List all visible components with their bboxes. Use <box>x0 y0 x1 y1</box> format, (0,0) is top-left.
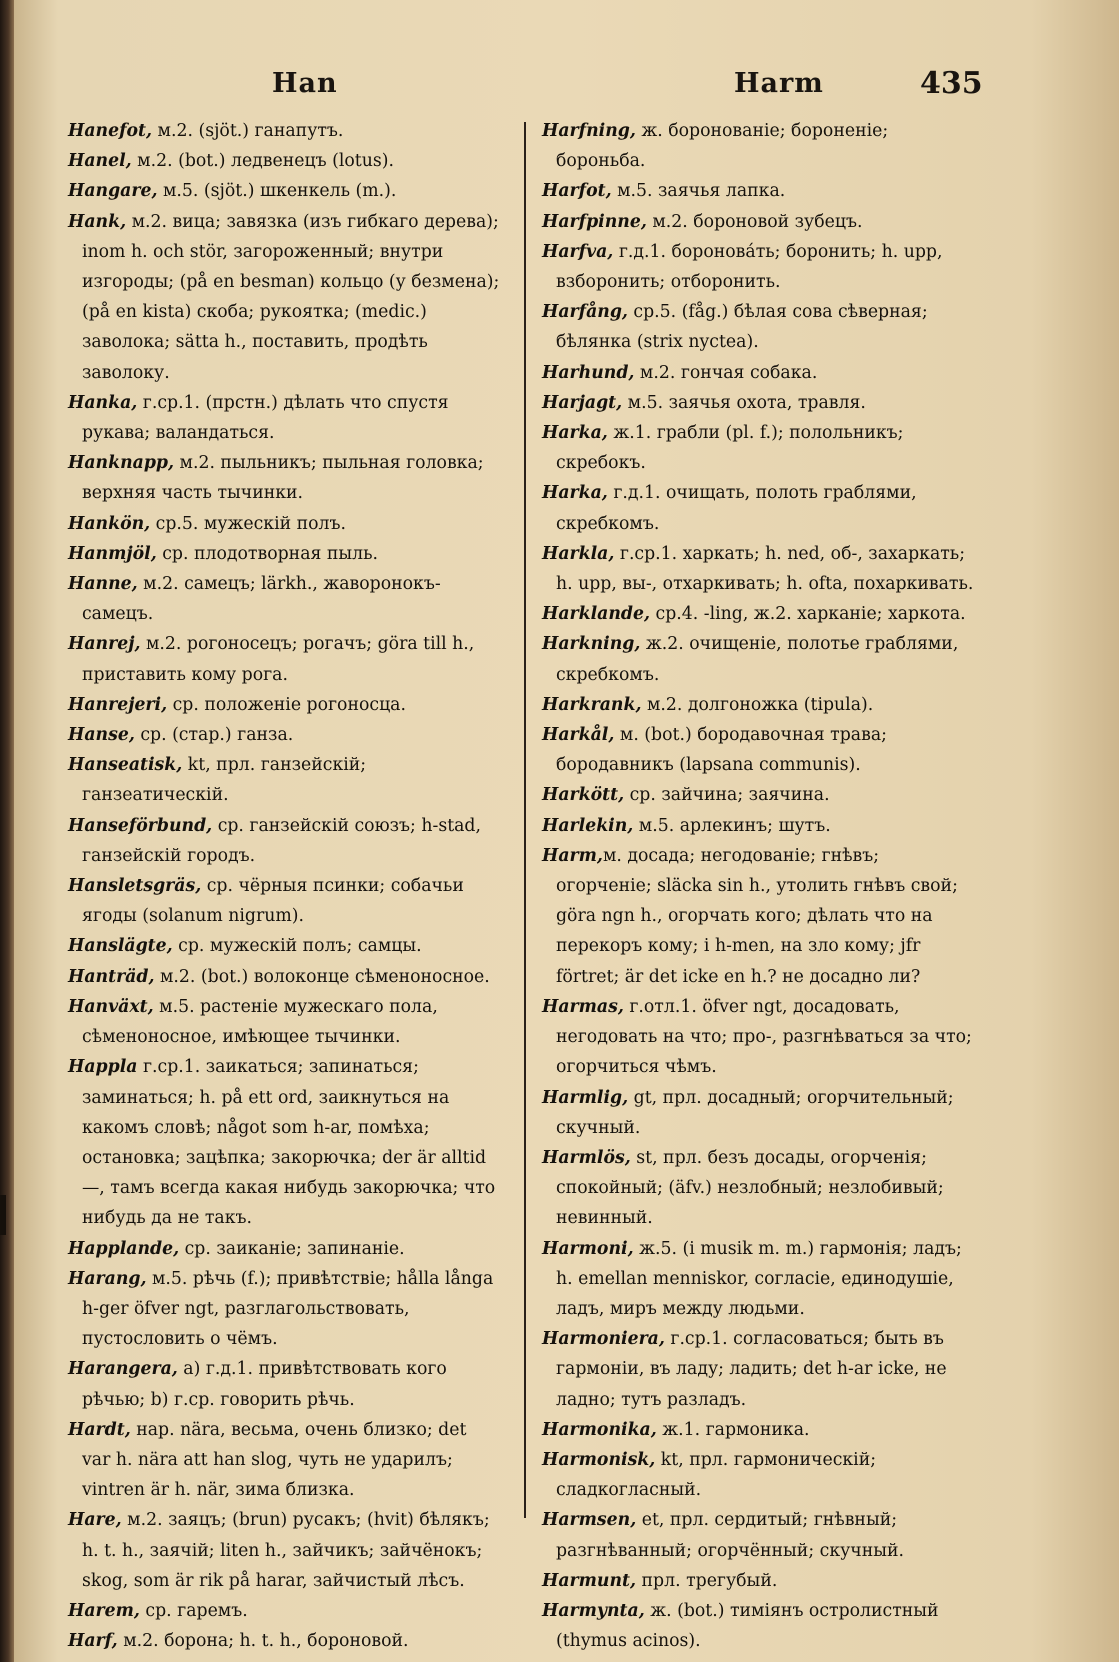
dictionary-entry <box>542 207 978 237</box>
dictionary-entry <box>68 388 500 448</box>
entry-headword: Harka, <box>542 423 608 444</box>
dictionary-entry <box>542 780 978 810</box>
entry-headword: Harmonisk, <box>542 1449 656 1470</box>
entry-definition: gt, прл. досадный; огорчительный; скучный. <box>556 1087 954 1138</box>
entry-definition: м. досада; негодованіе; гнѣвъ; огорченіе; släcka sin h., утолить гнѣвъ свой; göra ngn h., огорчать кого; дѣлать что на перекоръ кому; i h-men, на зло кому; jfr förtret; är det icke en h.? не досадно ли? <box>556 845 958 987</box>
dictionary-entry <box>68 116 500 146</box>
entry-definition: м.2. (sjöt.) ганапутъ. <box>152 121 344 141</box>
right-column <box>542 116 978 1656</box>
dictionary-entry <box>542 690 978 720</box>
entry-headword: Hanseatisk, <box>68 755 183 776</box>
entry-definition: м.5. растеніе мужескаго пола, сѣменоносное, имѣющее тычинки. <box>82 996 438 1048</box>
entry-definition: м.2. вица; завязка (изъ гибкаго дерева); inom h. och stör, загороженный; внутри изгороды; (på en besman) кольцо (у безмена); (på en kista) скоба; рукоятка; (medic.) заволока; sätta h., поставить, продѣть заволоку. <box>82 211 500 383</box>
dictionary-entry <box>542 539 978 599</box>
entry-definition: ср. мужескій полъ; самцы. <box>172 936 422 957</box>
entry-headword: Hanefot, <box>68 121 153 141</box>
entry-definition: ср.5. мужескій полъ. <box>150 513 347 534</box>
dictionary-entry <box>68 1415 500 1506</box>
entry-headword: Hangare, <box>68 181 158 202</box>
dictionary-entry <box>68 1505 500 1596</box>
entry-headword: Harhund, <box>542 362 635 383</box>
dictionary-entry <box>542 1596 978 1656</box>
entry-definition: г.отл.1. öfver ngt, досадовать, негодовать на что; про-, разгнѣваться за что; огорчиться чѣмъ. <box>556 996 972 1078</box>
entry-headword: Harmas, <box>542 996 624 1017</box>
entry-definition: м.5. заячья лапка. <box>611 181 786 202</box>
entry-definition: м.2. самецъ; lärkh., жаворонокъ-самецъ. <box>82 574 441 625</box>
entry-definition: kt, прл. гармоническій; сладкогласный. <box>556 1449 877 1501</box>
entry-definition: м.5. арлекинъ; шутъ. <box>633 815 831 836</box>
entry-definition: г.ср.1. согласоваться; быть въ гармоніи, въ ладу; ладить; det h-ar icke, не ладно; тутъ разладъ. <box>556 1329 947 1410</box>
entry-headword: Harlekin, <box>542 815 634 836</box>
entry-definition: ср.5. (fåg.) бѣлая сова сѣверная; бѣлянка (strix nyctea). <box>556 302 928 353</box>
dictionary-entry <box>68 811 500 871</box>
entry-definition: м. (bot.) бородавочная трава; бородавникъ (lapsana communis). <box>556 725 887 776</box>
entry-headword: Hanslägte, <box>68 936 173 957</box>
entry-definition: ж.5. (i musik m. m.) гармонія; ладъ; h. emellan menniskor, согласіе, единодушіе, ладъ, миръ между людьми. <box>556 1238 962 1319</box>
entry-definition: ср. гаремъ. <box>139 1600 248 1621</box>
entry-headword: Harkla, <box>542 543 615 564</box>
dictionary-entry <box>68 448 500 508</box>
entry-definition: м.2. долгоножка (tipula). <box>641 694 874 715</box>
entry-definition: м.5. (sjöt.) шкенкель (m.). <box>157 181 397 202</box>
entry-definition: ср.4. -ling, ж.2. харканіе; харкота. <box>650 604 966 625</box>
entry-definition: г.ср.1. харкать; h. ned, об-, захаркать; h. upp, вы-, отхаркивать; h. ofta, похаркивать. <box>556 543 974 595</box>
entry-headword: Hansletsgräs, <box>68 876 202 897</box>
entry-headword: Hank, <box>68 211 127 232</box>
dictionary-entry <box>68 750 500 810</box>
dictionary-entry <box>68 1234 500 1264</box>
dictionary-entry <box>68 1052 500 1233</box>
dictionary-entry <box>542 418 978 478</box>
entry-definition: a) г.д.1. привѣтствовать кого рѣчью; b) г.ср. говорить рѣчь. <box>82 1359 447 1410</box>
entry-headword: Harmoni, <box>542 1238 634 1259</box>
dictionary-entry <box>542 1324 978 1415</box>
dictionary-entry <box>542 1505 978 1565</box>
entry-headword: Harang, <box>68 1268 147 1289</box>
entry-definition: ж.1. гармоника. <box>656 1419 810 1440</box>
dictionary-entry <box>68 1354 500 1414</box>
entry-headword: Hanne, <box>68 574 138 595</box>
entry-headword: Harfva, <box>542 241 614 262</box>
dictionary-entry <box>68 992 500 1052</box>
dictionary-entry <box>68 720 500 750</box>
dictionary-entry <box>542 297 978 357</box>
entry-headword: Hanträd, <box>68 966 155 987</box>
entry-headword: Hanväxt, <box>68 996 154 1017</box>
entry-headword: Harm, <box>542 845 603 866</box>
entry-definition: ср. плодотворная пыль. <box>156 543 379 564</box>
entry-definition: г.ср.1. заикаться; запинаться; заминаться; h. på ett ord, заикнуться на какомъ словѣ; något som h-ar, помѣха; остановка; зацѣпка; закорючка; der är alltid —, тамъ всегда какая нибудь закорючка; что нибудь да не такъ. <box>82 1057 496 1229</box>
entry-definition: нар. nära, весьма, очень близко; det var h. nära att han slog, чуть не ударилъ; vintren är h. när, зима близка. <box>82 1419 467 1501</box>
entry-definition: м.2. гончая собака. <box>634 362 818 383</box>
dictionary-entry <box>542 720 978 780</box>
entry-headword: Harem, <box>68 1600 140 1621</box>
entry-headword: Harfot, <box>542 181 612 202</box>
entry-definition: ср. чёрныя псинки; собачьи ягоды (solanum nigrum). <box>82 876 464 927</box>
entry-definition: м.2. заяцъ; (brun) русакъ; (hvit) бѣлякъ; h. t. h., заячій; liten h., зайчикъ; зайчёнокъ; skog, som är rik på harar, зайчистый лѣсъ. <box>82 1510 490 1591</box>
dictionary-entry <box>542 599 978 629</box>
dictionary-entry <box>542 629 978 689</box>
dictionary-entry <box>542 1083 978 1143</box>
entry-headword: Harklande, <box>542 604 651 625</box>
dictionary-entry <box>68 569 500 629</box>
dictionary-entry <box>542 1445 978 1505</box>
dictionary-entry <box>68 962 500 992</box>
entry-definition: прл. трегубый. <box>636 1570 778 1591</box>
entry-headword: Harmlig, <box>542 1087 629 1108</box>
dictionary-entry <box>542 1234 978 1325</box>
entry-definition: st, прл. безъ досады, огорченія; спокойный; (äfv.) незлобный; незлобивый; невинный. <box>556 1147 944 1229</box>
entry-definition: м.2. борона; h. t. h., бороновой. <box>117 1631 409 1652</box>
entry-headword: Hanknapp, <box>68 453 175 474</box>
dictionary-entry <box>542 811 978 841</box>
left-column <box>68 116 500 1656</box>
entry-definition: ср. (стар.) ганза. <box>134 725 294 746</box>
entry-headword: Hanrej, <box>68 634 141 655</box>
entry-headword: Harjagt, <box>542 392 623 413</box>
entry-headword: Harfpinne, <box>542 211 647 232</box>
entry-definition: ж.2. очищеніе, полотье граблями, скребкомъ. <box>556 634 959 685</box>
dictionary-entry <box>542 478 978 538</box>
entry-definition: ср. заиканіе; запинаніе. <box>179 1238 405 1259</box>
dictionary-page <box>14 0 1119 1662</box>
dictionary-entry <box>542 841 978 992</box>
page-binding-edge <box>0 0 14 1662</box>
dictionary-entry <box>68 1596 500 1626</box>
dictionary-entry <box>542 388 978 418</box>
dictionary-entry <box>542 358 978 388</box>
entry-headword: Harmunt, <box>542 1570 637 1591</box>
dictionary-entry <box>68 539 500 569</box>
entry-headword: Harfning, <box>542 121 636 141</box>
dictionary-entry <box>542 1415 978 1445</box>
entry-headword: Hanmjöl, <box>68 543 157 564</box>
dictionary-entry <box>68 690 500 720</box>
entry-definition: м.5. рѣчь (f.); привѣтствіе; hålla långa h-ger öfver ngt, разглагольствовать, пустословить о чёмъ. <box>82 1268 494 1350</box>
dictionary-entry <box>542 237 978 297</box>
entry-definition: ср. положеніе рогоносца. <box>167 694 406 715</box>
entry-headword: Hanrejeri, <box>68 694 168 715</box>
dictionary-entry <box>542 176 978 206</box>
dictionary-entry <box>68 176 500 206</box>
entry-definition: м.2. (bot.) ледвенецъ (lotus). <box>131 151 394 172</box>
entry-headword: Harka, <box>542 483 608 504</box>
dictionary-entry <box>68 146 500 176</box>
entry-headword: Happla <box>68 1057 138 1078</box>
entry-definition: ж. (bot.) тиміянъ остролистный (thymus acinos). <box>556 1600 939 1652</box>
dictionary-entry <box>68 1264 500 1355</box>
binding-mark <box>0 1195 6 1235</box>
dictionary-entry <box>542 1566 978 1596</box>
dictionary-entry <box>68 1626 500 1656</box>
entry-definition: ср. ганзейскій союзъ; h-stad, ганзейскій городъ. <box>82 815 481 866</box>
entry-headword: Harmonika, <box>542 1419 657 1440</box>
entry-definition: м.2. пыльникъ; пыльная головка; верхняя часть тычинки. <box>82 453 484 504</box>
entry-headword: Harkrank, <box>542 694 642 715</box>
entry-definition: kt, прл. ганзейскій; ганзеатическій. <box>82 755 367 806</box>
entry-headword: Hanseförbund, <box>68 815 213 836</box>
entry-headword: Harmoniera, <box>542 1329 665 1350</box>
dictionary-entry <box>542 1143 978 1234</box>
entry-headword: Harfång, <box>542 302 628 323</box>
entry-definition: м.2. рогоносецъ; рогачъ; göra till h., приставить кому рога. <box>82 634 475 685</box>
dictionary-entry <box>68 207 500 388</box>
dictionary-entry <box>542 992 978 1083</box>
dictionary-entry <box>68 509 500 539</box>
entry-definition: ж. боронованіе; бороненіе; бороньба. <box>556 121 889 172</box>
header-right-guideword: Harm <box>734 68 824 99</box>
entry-definition: г.д.1. боронова́ть; боронить; h. upp, взборонить; отборонить. <box>556 241 943 293</box>
header-left-guideword: Han <box>272 68 338 99</box>
entry-headword: Hanse, <box>68 725 135 746</box>
entry-headword: Harkött, <box>542 785 625 806</box>
entry-definition: м.2. бороновой зубецъ. <box>646 211 863 232</box>
entry-definition: г.ср.1. (прстн.) дѣлать что спустя рукава; валандаться. <box>82 392 449 444</box>
entry-headword: Harmynta, <box>542 1600 645 1621</box>
entry-headword: Happlande, <box>68 1238 180 1259</box>
entry-definition: м.2. (bot.) волоконце сѣменоносное. <box>154 966 490 987</box>
entry-headword: Hare, <box>68 1510 122 1531</box>
entry-headword: Harmsen, <box>542 1510 637 1531</box>
page-number: 435 <box>920 66 983 101</box>
dictionary-entry <box>68 871 500 931</box>
entry-headword: Hardt, <box>68 1419 131 1440</box>
entry-headword: Harkning, <box>542 634 641 655</box>
entry-headword: Hanka, <box>68 392 138 413</box>
entry-definition: ср. зайчина; заячина. <box>624 785 830 806</box>
entry-definition: м.5. заячья охота, травля. <box>622 392 866 413</box>
entry-headword: Harmlös, <box>542 1147 631 1168</box>
entry-definition: et, прл. сердитый; гнѣвный; разгнѣванный; огорчённый; скучный. <box>556 1510 904 1561</box>
dictionary-entry <box>68 931 500 961</box>
entry-headword: Harkål, <box>542 725 615 746</box>
entry-headword: Hanel, <box>68 151 132 172</box>
entry-headword: Hankön, <box>68 513 151 534</box>
entry-definition: г.д.1. очищать, полоть граблями, скребкомъ. <box>556 483 917 534</box>
entry-headword: Harf, <box>68 1631 118 1652</box>
column-divider <box>524 122 526 1518</box>
dictionary-entry <box>68 629 500 689</box>
page-header <box>14 68 1119 108</box>
entry-definition: ж.1. грабли (pl. f.); полольникъ; скребокъ. <box>556 423 904 474</box>
dictionary-entry <box>542 116 978 176</box>
entry-headword: Harangera, <box>68 1359 178 1380</box>
